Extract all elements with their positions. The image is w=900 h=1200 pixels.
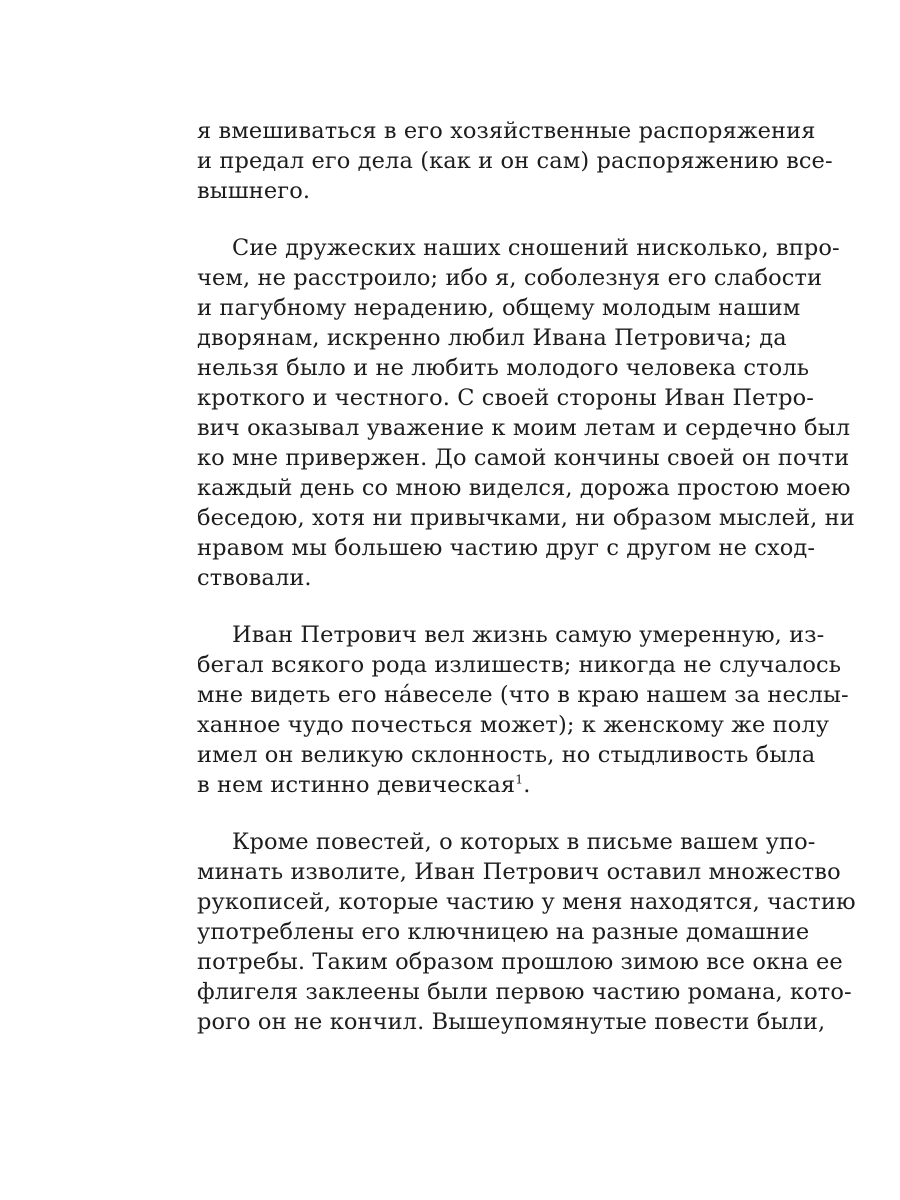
body-line: беседою, хотя ни привычками, ни образом мыслей, ни <box>197 505 855 531</box>
body-line: вич оказывал уважение к моим летам и сердечно был <box>197 415 851 441</box>
body-line: нельзя было и не любить молодого человека столь <box>197 355 810 381</box>
body-line: имел он великую склонность, но стыдливость была <box>197 742 816 768</box>
body-line: и пагубному нерадению, общему молодым нашим <box>197 295 801 321</box>
body-line: кроткого и честного. С своей стороны Иван Петро- <box>197 385 814 411</box>
paragraph-first-line: Иван Петрович вел жизнь самую умеренную, из- <box>232 622 825 648</box>
punctuation: . <box>523 772 531 798</box>
body-line: дворянам, искренно любил Ивана Петровича; да <box>197 325 787 351</box>
body-line: каждый день со мною виделся, дорожа простою моею <box>197 475 851 501</box>
body-line <box>197 770 740 800</box>
body-line: употреблены его ключницею на разные домашние <box>197 919 810 945</box>
body-line: чем, не расстроило; ибо я, соболезнуя его слабости <box>197 265 823 291</box>
paragraph-first-line: Кроме повестей, о которых в письме вашем упо- <box>232 829 816 855</box>
footnote-reference[interactable]: 1 <box>515 772 524 787</box>
body-line: и предал его дела (как и он сам) распоряжению все- <box>197 148 833 174</box>
paragraph-first-line: Сие дружеских наших сношений нисколько, впро- <box>232 235 840 261</box>
body-line: ствовали. <box>197 565 312 591</box>
body-line: вышнего. <box>197 178 311 204</box>
body-line: минать изволите, Иван Петрович оставил множество <box>197 859 841 885</box>
body-line: рукописей, которые частию у меня находятся, частию <box>197 889 856 915</box>
body-line: рого он не кончил. Вышеупомянутые повести были, <box>197 1009 826 1035</box>
body-line: нравом мы большею частию друг с другом не сход- <box>197 535 816 561</box>
body-line: бегал всякого рода излишеств; никогда не случалось <box>197 652 842 678</box>
body-line: я вмешиваться в его хозяйственные распоряжения <box>197 118 816 144</box>
body-line: мне видеть его на́веселе (что в краю нашем за неслы- <box>197 682 849 708</box>
body-line: ханное чудо почесться может); к женскому же полу <box>197 712 830 738</box>
body-line: ко мне привержен. До самой кончины своей он почти <box>197 445 850 471</box>
body-line: потребы. Таким образом прошлою зимою все окна ее <box>197 949 843 975</box>
body-text: в нем истинно девическая <box>197 772 516 798</box>
body-line: флигеля заклеены были первою частию романа, кото- <box>197 979 852 1005</box>
